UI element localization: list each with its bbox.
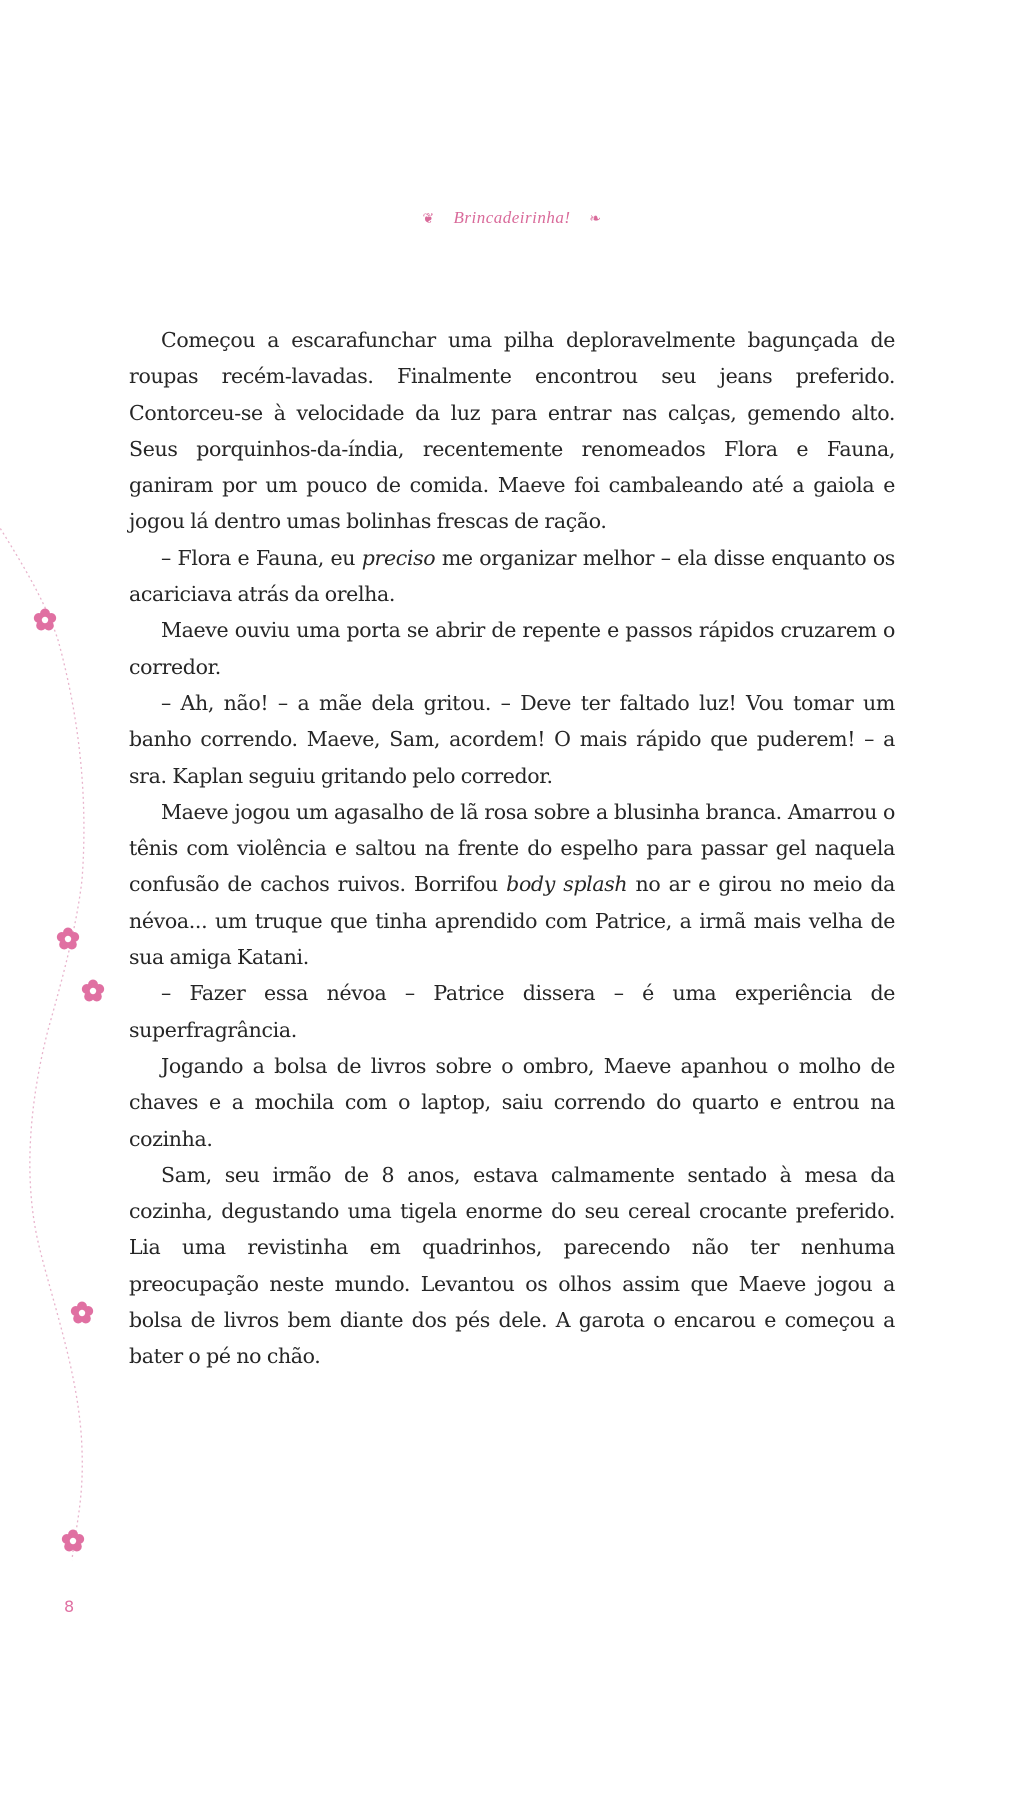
paragraph: – Fazer essa névoa – Patrice dissera – é uma experiência de superfragrância.	[129, 981, 895, 1042]
emphasis: preciso	[361, 545, 436, 570]
paragraph: – Flora e Fauna, eu preciso me organizar melhor – ela disse enquanto os acariciava atrás da orelha.	[129, 545, 895, 607]
flower-icon	[60, 1528, 86, 1554]
running-header-title: Brincadeirinha!	[453, 208, 571, 227]
ornament-right-icon: ❧	[589, 212, 602, 227]
body-text	[129, 322, 895, 1375]
paragraph: Maeve ouviu uma porta se abrir de repente e passos rápidos cruzarem o corredor.	[129, 618, 895, 679]
flower-icon	[80, 978, 106, 1004]
running-header	[0, 208, 1024, 228]
flower-icon	[32, 607, 58, 633]
ornament-left-icon: ❦	[422, 212, 435, 227]
emphasis: body splash	[506, 872, 628, 897]
paragraph: – Ah, não! – a mãe dela gritou. – Deve ter faltado luz! Vou tomar um banho correndo. Maeve, Sam, acordem! O mais rápido que puderem! – a sra. Kaplan seguiu gritando pelo corredor.	[129, 690, 895, 788]
paragraph: Sam, seu irmão de 8 anos, estava calmamente sentado à mesa da cozinha, degustando uma tigela enorme do seu cereal crocante preferido. Lia uma revistinha em quadrinhos, parecendo não ter nenhuma preocupação neste mundo. Levantou os olhos assim que Maeve jogou a bolsa de livros bem diante dos pés dele. A garota o encarou e começou a bater o pé no chão.	[129, 1162, 895, 1369]
paragraph: Jogando a bolsa de livros sobre o ombro, Maeve apanhou o molho de chaves e a mochila com o laptop, saiu correndo do quarto e entrou na cozinha.	[129, 1053, 895, 1151]
paragraph: Maeve jogou um agasalho de lã rosa sobre a blusinha branca. Amarrou o tênis com violência e saltou na frente do espelho para passar gel naquela confusão de cachos ruivos. Borrifou body splash no ar e girou no meio da névoa... um truque que tinha aprendido com Patrice, a irmã mais velha de sua amiga Katani.	[129, 799, 895, 970]
flower-icon	[69, 1300, 95, 1326]
flower-icon	[55, 926, 81, 952]
paragraph: Começou a escarafunchar uma pilha deploravelmente bagunçada de roupas recém-lavadas. Finalmente encontrou seu jeans preferido. Contorceu-se à velocidade da luz para entrar nas calças, gemendo alto. Seus porquinhos-da-índia, recentemente renomeados Flora e Fauna, ganiram por um pouco de comida. Maeve foi cambaleando até a gaiola e jogou lá dentro umas bolinhas frescas de ração.	[129, 328, 895, 534]
page-number: 8	[64, 1597, 75, 1616]
